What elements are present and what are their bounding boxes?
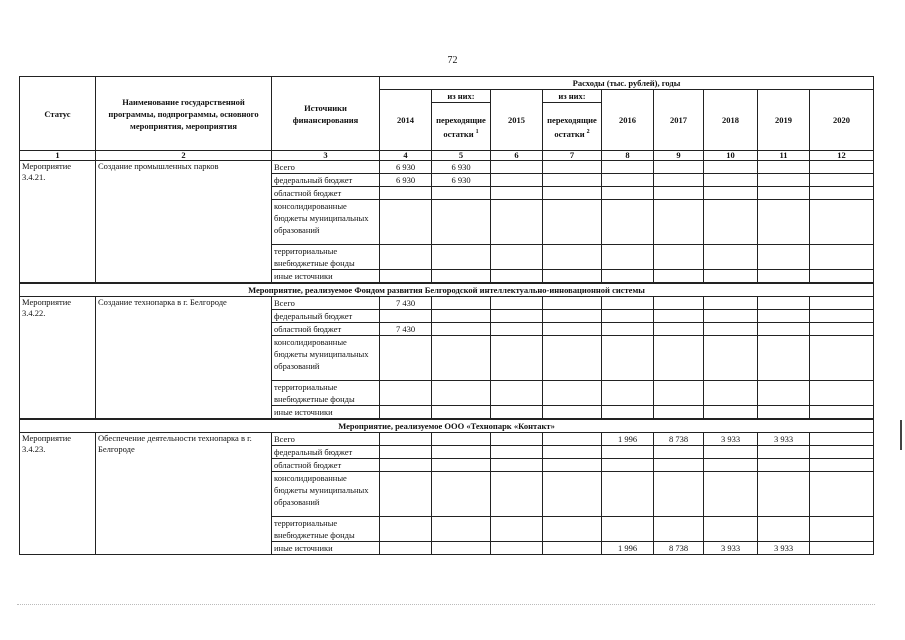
- amount-cell: [654, 459, 704, 472]
- amount-cell: [654, 174, 704, 187]
- amount-cell: 3 933: [758, 433, 810, 446]
- amount-cell: [810, 187, 874, 200]
- amount-cell: [654, 323, 704, 336]
- amount-cell: [810, 406, 874, 420]
- amount-cell: [704, 517, 758, 542]
- amount-cell: 7 430: [380, 297, 432, 310]
- amount-cell: 7 430: [380, 323, 432, 336]
- amount-cell: [543, 200, 602, 245]
- amount-cell: [654, 446, 704, 459]
- funding-source-cell: федеральный бюджет: [272, 310, 380, 323]
- amount-cell: [758, 336, 810, 381]
- amount-cell: [704, 406, 758, 420]
- amount-cell: [758, 517, 810, 542]
- amount-cell: [654, 200, 704, 245]
- table-row: [20, 433, 874, 446]
- amount-cell: [380, 200, 432, 245]
- amount-cell: [602, 459, 654, 472]
- scan-edge-mark: [900, 420, 902, 450]
- amount-cell: [654, 381, 704, 406]
- amount-cell: [432, 446, 491, 459]
- amount-cell: [704, 297, 758, 310]
- header-transit-2-text: переходящие остатки: [547, 114, 597, 139]
- amount-cell: [432, 472, 491, 517]
- header-2014: 2014: [380, 90, 432, 151]
- amount-cell: [810, 381, 874, 406]
- amount-cell: 1 996: [602, 542, 654, 555]
- amount-cell: [602, 310, 654, 323]
- amount-cell: [491, 446, 543, 459]
- amount-cell: [380, 542, 432, 555]
- amount-cell: [380, 433, 432, 446]
- amount-cell: [543, 433, 602, 446]
- footnote-mark-1: 1: [475, 128, 479, 135]
- amount-cell: [543, 323, 602, 336]
- amount-cell: [491, 472, 543, 517]
- amount-cell: [810, 200, 874, 245]
- column-number: 7: [543, 151, 602, 161]
- amount-cell: [602, 297, 654, 310]
- amount-cell: [432, 406, 491, 420]
- amount-cell: [602, 161, 654, 174]
- amount-cell: [810, 336, 874, 381]
- amount-cell: [810, 517, 874, 542]
- amount-cell: [543, 459, 602, 472]
- amount-cell: [432, 381, 491, 406]
- activity-name-cell: Создание промышленных парков: [96, 161, 272, 284]
- column-number: 10: [704, 151, 758, 161]
- amount-cell: [810, 161, 874, 174]
- status-cell: Мероприятие 3.4.23.: [20, 433, 96, 555]
- amount-cell: [758, 459, 810, 472]
- column-number: 4: [380, 151, 432, 161]
- amount-cell: [491, 270, 543, 284]
- amount-cell: [491, 323, 543, 336]
- amount-cell: [543, 381, 602, 406]
- table-row: [20, 297, 874, 310]
- amount-cell: 3 933: [758, 542, 810, 555]
- amount-cell: [810, 174, 874, 187]
- amount-cell: [543, 406, 602, 420]
- funding-source-cell: иные источники: [272, 406, 380, 420]
- header-transit-2: [543, 103, 602, 151]
- amount-cell: 8 738: [654, 433, 704, 446]
- amount-cell: [654, 406, 704, 420]
- amount-cell: [380, 472, 432, 517]
- amount-cell: [654, 336, 704, 381]
- amount-cell: [602, 270, 654, 284]
- funding-source-cell: областной бюджет: [272, 323, 380, 336]
- footnote-mark-2: 2: [586, 128, 590, 135]
- amount-cell: [810, 270, 874, 284]
- amount-cell: [432, 200, 491, 245]
- amount-cell: [543, 161, 602, 174]
- amount-cell: [810, 472, 874, 517]
- funding-source-cell: территориальные внебюджетные фонды: [272, 381, 380, 406]
- header-2020: 2020: [810, 90, 874, 151]
- amount-cell: [704, 310, 758, 323]
- funding-source-cell: федеральный бюджет: [272, 446, 380, 459]
- amount-cell: [758, 323, 810, 336]
- amount-cell: [543, 336, 602, 381]
- amount-cell: [380, 446, 432, 459]
- amount-cell: [491, 381, 543, 406]
- amount-cell: [543, 542, 602, 555]
- header-2018: 2018: [704, 90, 758, 151]
- amount-cell: [543, 174, 602, 187]
- amount-cell: [432, 517, 491, 542]
- column-number: 2: [96, 151, 272, 161]
- header-of-them-2: из них:: [543, 90, 602, 103]
- amount-cell: [602, 245, 654, 270]
- amount-cell: [602, 517, 654, 542]
- amount-cell: [432, 245, 491, 270]
- amount-cell: [704, 270, 758, 284]
- amount-cell: [602, 472, 654, 517]
- amount-cell: [654, 187, 704, 200]
- amount-cell: [602, 446, 654, 459]
- funding-source-cell: Всего: [272, 433, 380, 446]
- amount-cell: [491, 542, 543, 555]
- amount-cell: [491, 336, 543, 381]
- amount-cell: [432, 297, 491, 310]
- amount-cell: [704, 174, 758, 187]
- header-of-them-1: из них:: [432, 90, 491, 103]
- amount-cell: [491, 433, 543, 446]
- amount-cell: [810, 297, 874, 310]
- column-number: 6: [491, 151, 543, 161]
- amount-cell: [810, 323, 874, 336]
- amount-cell: [758, 161, 810, 174]
- amount-cell: [380, 245, 432, 270]
- amount-cell: [704, 200, 758, 245]
- budget-table-container: [19, 76, 873, 555]
- amount-cell: [543, 310, 602, 323]
- status-cell: Мероприятие 3.4.22.: [20, 297, 96, 420]
- amount-cell: [380, 517, 432, 542]
- amount-cell: 8 738: [654, 542, 704, 555]
- amount-cell: [543, 297, 602, 310]
- amount-cell: [602, 406, 654, 420]
- section-heading: Мероприятие, реализуемое Фондом развития Белгородской интеллектуально-инновационной системы: [20, 283, 874, 297]
- amount-cell: [491, 517, 543, 542]
- page-number: 72: [447, 55, 458, 66]
- amount-cell: [380, 406, 432, 420]
- amount-cell: [543, 187, 602, 200]
- amount-cell: [432, 433, 491, 446]
- amount-cell: [810, 310, 874, 323]
- amount-cell: [602, 200, 654, 245]
- amount-cell: [810, 542, 874, 555]
- amount-cell: [758, 381, 810, 406]
- amount-cell: [432, 270, 491, 284]
- amount-cell: [380, 310, 432, 323]
- amount-cell: [758, 472, 810, 517]
- amount-cell: [704, 459, 758, 472]
- amount-cell: [602, 381, 654, 406]
- funding-source-cell: консолидированные бюджеты муниципальных образований: [272, 472, 380, 517]
- column-number: 5: [432, 151, 491, 161]
- amount-cell: [380, 336, 432, 381]
- funding-source-cell: областной бюджет: [272, 187, 380, 200]
- status-cell: Мероприятие 3.4.21.: [20, 161, 96, 284]
- amount-cell: [491, 245, 543, 270]
- header-status: Статус: [20, 77, 96, 151]
- column-number: 1: [20, 151, 96, 161]
- amount-cell: [758, 174, 810, 187]
- amount-cell: [543, 472, 602, 517]
- column-number: 9: [654, 151, 704, 161]
- header-name: Наименование государственной программы, подпрограммы, основного мероприятия, мероприятия: [96, 77, 272, 151]
- amount-cell: [758, 245, 810, 270]
- amount-cell: [758, 200, 810, 245]
- amount-cell: [704, 187, 758, 200]
- column-number: 12: [810, 151, 874, 161]
- column-number: 3: [272, 151, 380, 161]
- amount-cell: [491, 161, 543, 174]
- amount-cell: 6 930: [432, 161, 491, 174]
- funding-source-cell: Всего: [272, 297, 380, 310]
- header-2016: 2016: [602, 90, 654, 151]
- table-row: [20, 161, 874, 174]
- funding-source-cell: федеральный бюджет: [272, 174, 380, 187]
- amount-cell: [704, 336, 758, 381]
- amount-cell: [491, 174, 543, 187]
- column-number: 8: [602, 151, 654, 161]
- amount-cell: [543, 446, 602, 459]
- section-heading: Мероприятие, реализуемое ООО «Технопарк «Контакт»: [20, 419, 874, 433]
- page-bottom-rule: [17, 604, 875, 605]
- funding-source-cell: территориальные внебюджетные фонды: [272, 517, 380, 542]
- amount-cell: [491, 187, 543, 200]
- amount-cell: [432, 310, 491, 323]
- header-2015: 2015: [491, 90, 543, 151]
- amount-cell: [810, 245, 874, 270]
- funding-source-cell: иные источники: [272, 542, 380, 555]
- amount-cell: [380, 270, 432, 284]
- amount-cell: [704, 323, 758, 336]
- amount-cell: [602, 323, 654, 336]
- table-body: [20, 161, 874, 555]
- funding-source-cell: областной бюджет: [272, 459, 380, 472]
- amount-cell: [654, 245, 704, 270]
- amount-cell: [491, 200, 543, 245]
- amount-cell: 6 930: [380, 161, 432, 174]
- amount-cell: [491, 297, 543, 310]
- amount-cell: [543, 517, 602, 542]
- activity-name-cell: Создание технопарка в г. Белгороде: [96, 297, 272, 420]
- amount-cell: [380, 187, 432, 200]
- amount-cell: [432, 323, 491, 336]
- section-row: [20, 419, 874, 433]
- amount-cell: [602, 187, 654, 200]
- amount-cell: [758, 187, 810, 200]
- amount-cell: [654, 472, 704, 517]
- amount-cell: [432, 336, 491, 381]
- amount-cell: [758, 310, 810, 323]
- amount-cell: [704, 472, 758, 517]
- funding-source-cell: иные источники: [272, 270, 380, 284]
- amount-cell: [432, 459, 491, 472]
- amount-cell: [758, 297, 810, 310]
- amount-cell: [704, 446, 758, 459]
- funding-source-cell: территориальные внебюджетные фонды: [272, 245, 380, 270]
- funding-source-cell: Всего: [272, 161, 380, 174]
- funding-source-cell: консолидированные бюджеты муниципальных образований: [272, 336, 380, 381]
- column-number: 11: [758, 151, 810, 161]
- amount-cell: [654, 161, 704, 174]
- amount-cell: [380, 459, 432, 472]
- amount-cell: [810, 459, 874, 472]
- amount-cell: [758, 406, 810, 420]
- amount-cell: [491, 459, 543, 472]
- header-2017: 2017: [654, 90, 704, 151]
- amount-cell: [380, 381, 432, 406]
- activity-name-cell: Обеспечение деятельности технопарка в г. Белгороде: [96, 433, 272, 555]
- amount-cell: [654, 297, 704, 310]
- amount-cell: [654, 310, 704, 323]
- amount-cell: [810, 433, 874, 446]
- amount-cell: [704, 245, 758, 270]
- header-sources: Источники финансирования: [272, 77, 380, 151]
- amount-cell: 1 996: [602, 433, 654, 446]
- header-expenses: Расходы (тыс. рублей), годы: [380, 77, 874, 90]
- amount-cell: [491, 406, 543, 420]
- funding-source-cell: консолидированные бюджеты муниципальных образований: [272, 200, 380, 245]
- section-row: [20, 283, 874, 297]
- amount-cell: 3 933: [704, 433, 758, 446]
- amount-cell: [654, 270, 704, 284]
- column-number-row: [20, 151, 874, 161]
- amount-cell: 6 930: [380, 174, 432, 187]
- amount-cell: [491, 310, 543, 323]
- budget-table: [19, 76, 874, 555]
- amount-cell: [758, 270, 810, 284]
- amount-cell: [432, 542, 491, 555]
- header-2019: 2019: [758, 90, 810, 151]
- amount-cell: [810, 446, 874, 459]
- header-transit-1: [432, 103, 491, 151]
- amount-cell: [432, 187, 491, 200]
- amount-cell: [602, 174, 654, 187]
- amount-cell: 6 930: [432, 174, 491, 187]
- amount-cell: 3 933: [704, 542, 758, 555]
- amount-cell: [602, 336, 654, 381]
- amount-cell: [758, 446, 810, 459]
- amount-cell: [654, 517, 704, 542]
- amount-cell: [543, 245, 602, 270]
- header-transit-1-text: переходящие остатки: [436, 114, 486, 139]
- amount-cell: [704, 381, 758, 406]
- amount-cell: [704, 161, 758, 174]
- amount-cell: [543, 270, 602, 284]
